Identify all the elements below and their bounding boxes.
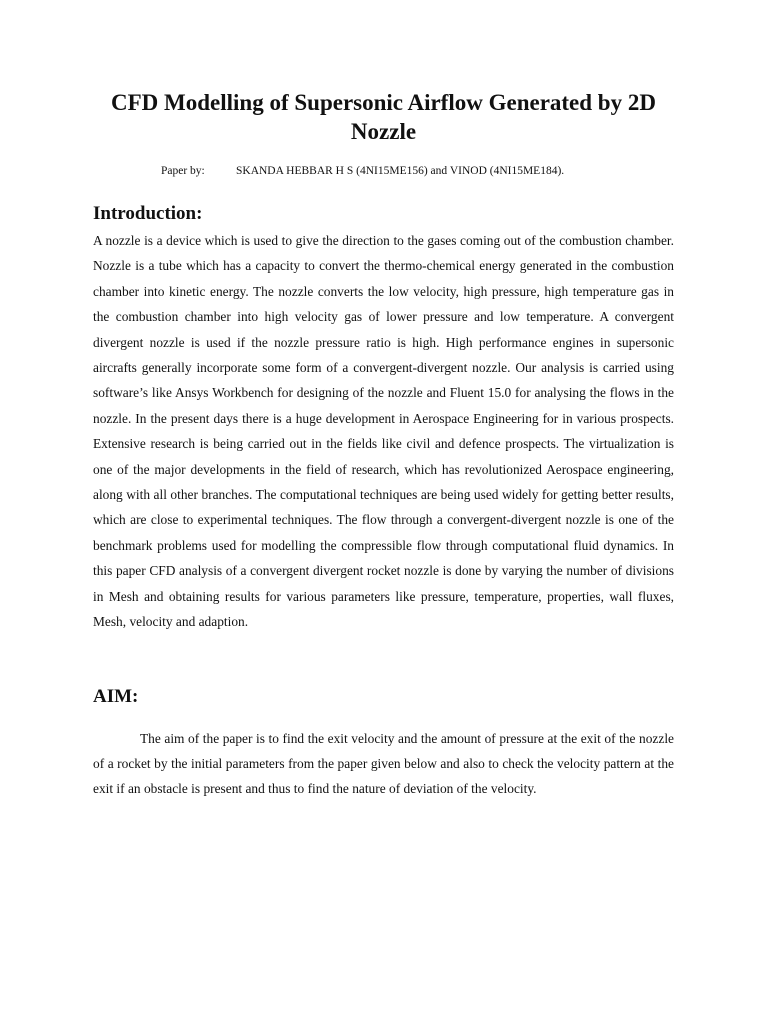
author-names: SKANDA HEBBAR H S (4NI15ME156) and VINOD (4NI15ME184).	[236, 165, 565, 177]
aim-heading: AIM:	[93, 685, 139, 707]
author-line	[161, 164, 674, 178]
introduction-heading: Introduction:	[93, 203, 203, 224]
author-label: Paper by:	[161, 165, 205, 177]
paper-title: CFD Modelling of Supersonic Airflow Generated by 2D Nozzle	[111, 90, 656, 144]
introduction-paragraph: A nozzle is a device which is used to give the direction to the gases coming out of the combustion chamber. Nozzle is a tube which has a capacity to convert the thermo-chemical energy generated in the combustion chamber into kinetic energy. The nozzle converts the low velocity, high pressure, high temperature gas in the combustion chamber into high velocity gas of lower pressure and low temperature. A convergent divergent nozzle is used if the nozzle pressure ratio is high. High performance engines in supersonic aircrafts generally incorporate some form of a convergent-divergent nozzle. Our analysis is carried using software’s like Ansys Workbench for designing of the nozzle and Fluent 15.0 for analysing the flows in the nozzle. In the present days there is a huge development in Aerospace Engineering for in various prospects. Extensive research is being carried out in the fields like civil and defence prospects. The virtualization is one of the major developments in the field of research, which has revolutionized Aerospace engineering, along with all other branches. The computational techniques are being used widely for getting better results, which are close to experimental techniques. The flow through a convergent-divergent nozzle is one of the benchmark problems used for modelling the compressible flow through computational fluid dynamics. In this paper CFD analysis of a convergent divergent rocket nozzle is done by varying the number of divisions in Mesh and obtaining results for various parameters like pressure, temperature, properties, wall fluxes, Mesh, velocity and adaption.	[93, 233, 674, 630]
aim-paragraph: The aim of the paper is to find the exit velocity and the amount of pressure at the exit of the nozzle of a rocket by the initial parameters from the paper given below and also to check the velocity pattern at the exit if an obstacle is present and thus to find the nature of deviation of the velocity.	[93, 730, 674, 797]
